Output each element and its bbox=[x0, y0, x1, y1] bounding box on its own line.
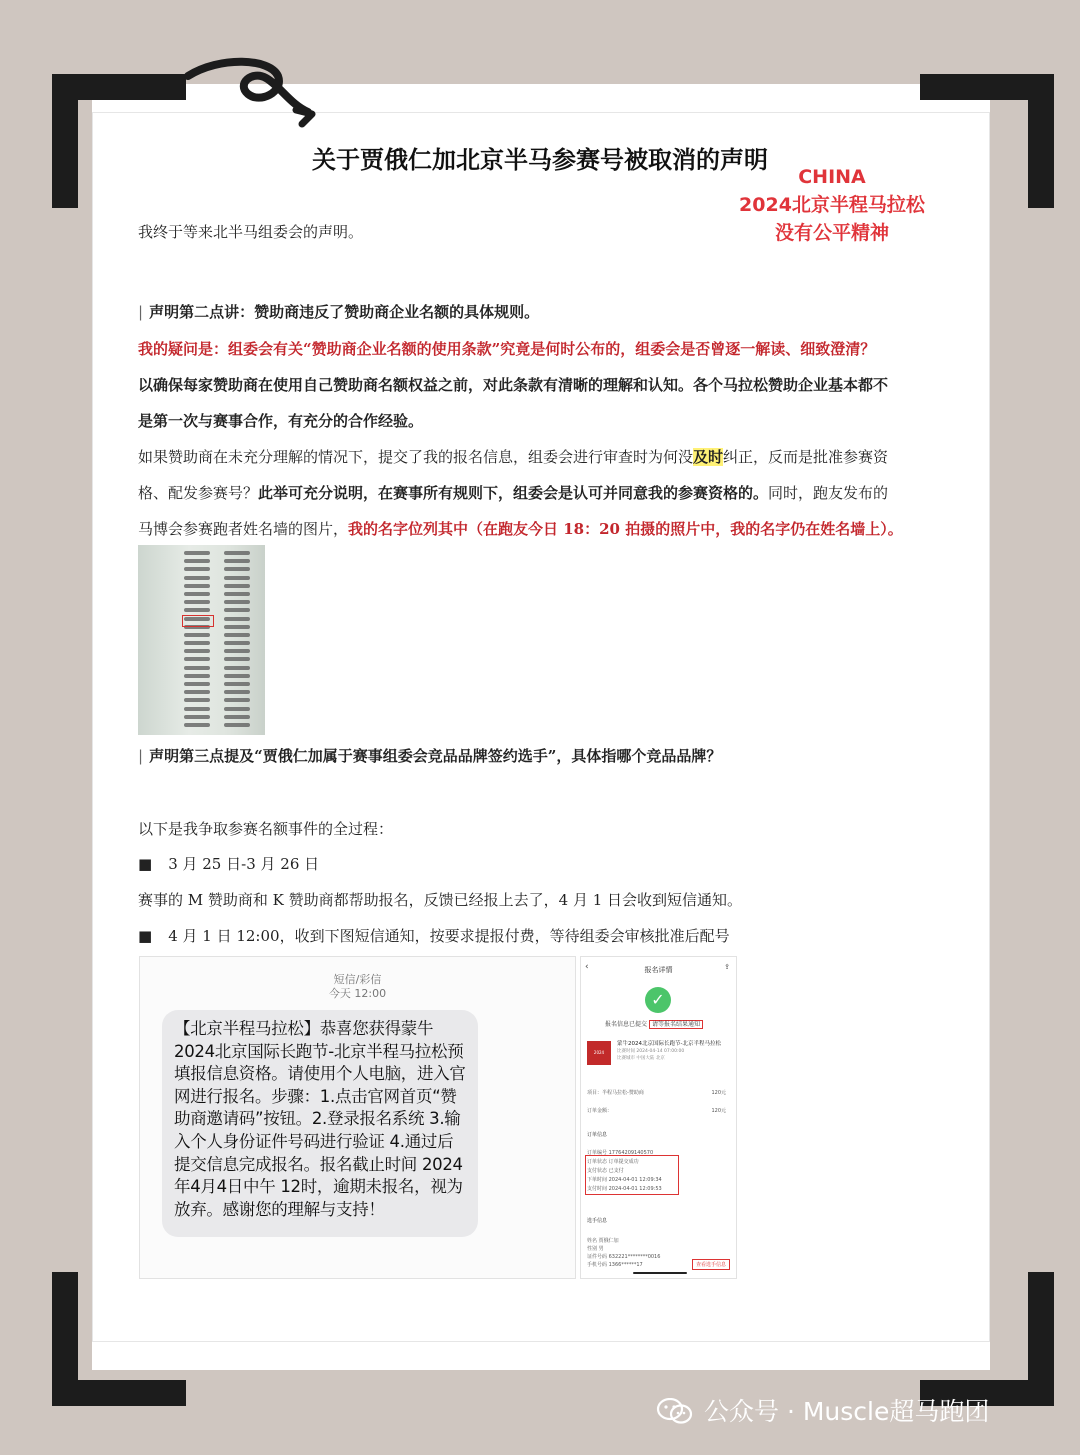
pay-time-row: 支付时间 2024-04-01 12:09:53 bbox=[587, 1186, 662, 1192]
ensure-line-1: 以确保每家赞助商在使用自己赞助商名额权益之前，对此条款有清晰的理解和认知。各个马拉松赞助企业基本都不 bbox=[138, 376, 889, 394]
ensure-line-2: 是第一次与赛事合作，有充分的合作经验。 bbox=[138, 412, 424, 430]
quote-bar: | bbox=[138, 747, 144, 765]
runner-info-heading: 选手信息 bbox=[587, 1218, 608, 1224]
point-2-text: 声明第二点讲：赞助商违反了赞助商企业名额的具体规则。 bbox=[149, 303, 540, 321]
p4-text-b: 同时，跑友发布的 bbox=[768, 484, 889, 502]
phone-title: 报名详情 bbox=[644, 966, 673, 974]
stamp-line-3: 没有公平精神 bbox=[774, 222, 889, 244]
order-info-heading: 订单信息 bbox=[587, 1132, 608, 1138]
gender-row: 性别 男 bbox=[587, 1246, 604, 1252]
product-sub-1: 比赛时间 2024-04-14 07:00:00 bbox=[617, 1049, 685, 1054]
product-card bbox=[587, 1039, 732, 1069]
paragraph-3-line-1 bbox=[138, 446, 948, 467]
submit-status bbox=[605, 1019, 703, 1028]
p4-bold: 此举可充分说明，在赛事所有规则下，组委会是认可并同意我的参赛资格的。 bbox=[258, 484, 769, 502]
bullet-icon: ■ bbox=[138, 855, 153, 873]
p4-text-a: 格、配发参赛号？ bbox=[138, 484, 259, 502]
sms-screenshot bbox=[139, 956, 576, 1279]
p5-red: 我的名字位列其中（在跑友今日 18：20 拍摄的照片中，我的名字仍在姓名墙上）。 bbox=[348, 520, 903, 538]
corner-bracket-bottom-right bbox=[920, 1272, 1054, 1406]
order-amount-row: 订单金额： 120元 bbox=[587, 1108, 726, 1114]
order-time-row: 下单时间 2024-04-01 12:09:34 bbox=[587, 1177, 662, 1183]
sms-time: 今天 12:00 bbox=[328, 987, 387, 1000]
name-column-1 bbox=[184, 551, 210, 731]
footer-text: 公众号 · Muscle超马跑团 bbox=[704, 1397, 990, 1426]
name-column-2 bbox=[224, 551, 250, 731]
id-row: 证件号码 632221********0016 bbox=[587, 1254, 661, 1260]
paragraph-3-line-2 bbox=[138, 482, 948, 503]
timeline-item-1 bbox=[138, 853, 948, 874]
date-1: 3 月 25 日-3 月 26 日 bbox=[168, 855, 320, 873]
phone-row: 手机号码 1366******17 bbox=[587, 1262, 643, 1268]
order-highlight-box bbox=[585, 1155, 679, 1195]
sms-bubble: 【北京半程马拉松】恭喜您获得蒙牛2024北京国际长跑节-北京半程马拉松预填报信息资格。请使用个人电脑，进入官网进行报名。步骤：1.点击官网首页“赞助商邀请码”按钮。2.登录报名系统 3.输入个人身份证件号码进行验证 4.通过后提交信息完成报名。报名截止时间 2024年4月4日中午 12时，逾期未报名，视为放弃。感谢您的理解与支持！ bbox=[162, 1010, 478, 1237]
order-no-row: 订单编号 17764209140570 bbox=[587, 1150, 654, 1156]
corner-bracket-bottom-left bbox=[52, 1272, 186, 1406]
p3-highlight: 及时 bbox=[693, 448, 724, 466]
point-3-text: 声明第三点提及“贾俄仁加属于赛事组委会竞品品牌签约选手”，具体指哪个竞品品牌？ bbox=[149, 747, 722, 765]
point-2-heading bbox=[138, 301, 948, 322]
highlighted-name-box bbox=[182, 615, 214, 627]
p3-text-b: 纠正，反而是批准参赛资 bbox=[723, 448, 889, 466]
product-sub-2: 比赛城市 中国大陆 北京 bbox=[617, 1056, 665, 1061]
registration-detail-screenshot bbox=[580, 956, 737, 1279]
pay-status-row: 支付状态 已支付 bbox=[587, 1168, 624, 1174]
item-row: 项目：半程马拉松-赞助商 120元 bbox=[587, 1090, 726, 1096]
process-intro: 以下是我争取参赛名额事件的全过程： bbox=[138, 820, 394, 838]
product-thumb: 2024 bbox=[587, 1041, 611, 1065]
product-title: 蒙牛2024北京国际长跑节-北京半程马拉松 bbox=[617, 1041, 721, 1047]
paragraph-3-line-3 bbox=[138, 518, 948, 539]
footer-watermark bbox=[656, 1392, 989, 1428]
wechat-icon bbox=[656, 1398, 694, 1424]
status-text: 报名信息已提交 bbox=[605, 1021, 648, 1028]
p3-text-a: 如果赞助商在未充分理解的情况下，提交了我的报名信息，组委会进行审查时为何没 bbox=[138, 448, 694, 466]
notice-text: 请等报名结果通知 bbox=[649, 1020, 703, 1029]
date-2: 4 月 1 日 12:00，收到下图短信通知，按要求提报付费，等待组委会审核批准后配号 bbox=[168, 927, 730, 945]
stamp-line-2: 2024北京半程马拉松 bbox=[739, 194, 925, 216]
share-icon: ⇪ bbox=[724, 963, 730, 971]
event-1: 赛事的 M 赞助商和 K 赞助商都帮助报名，反馈已经报上去了，4 月 1 日会收到短信通知。 bbox=[138, 891, 743, 909]
swirl-arrow-icon bbox=[180, 54, 320, 134]
page-title: 关于贾俄仁加北京半马参赛号被取消的声明 bbox=[312, 146, 768, 174]
check-icon: ✓ bbox=[645, 987, 671, 1013]
quote-bar: | bbox=[138, 303, 144, 321]
point-3-heading bbox=[138, 745, 948, 766]
question-paragraph: 我的疑问是：组委会有关“赞助商企业名额的使用条款”究竟是何时公布的，组委会是否曾逐一解读、细致澄清？ bbox=[138, 340, 876, 358]
p5-text-a: 马博会参赛跑者姓名墙的图片， bbox=[138, 520, 349, 538]
name-row: 姓名 贾俄仁加 bbox=[587, 1238, 619, 1244]
home-indicator bbox=[633, 1272, 687, 1274]
intro-paragraph: 我终于等来北半马组委会的声明。 bbox=[138, 223, 364, 241]
sms-header: 短信/彩信 bbox=[333, 973, 382, 986]
view-runner-button: 查看选手信息 bbox=[692, 1259, 730, 1270]
order-status-row: 订单状态 订单提交成功 bbox=[587, 1159, 639, 1165]
name-wall-photo bbox=[138, 545, 265, 735]
timeline-item-2 bbox=[138, 925, 948, 946]
stamp-line-1: CHINA bbox=[798, 166, 866, 188]
bullet-icon: ■ bbox=[138, 927, 153, 945]
back-icon: ‹ bbox=[585, 962, 589, 972]
